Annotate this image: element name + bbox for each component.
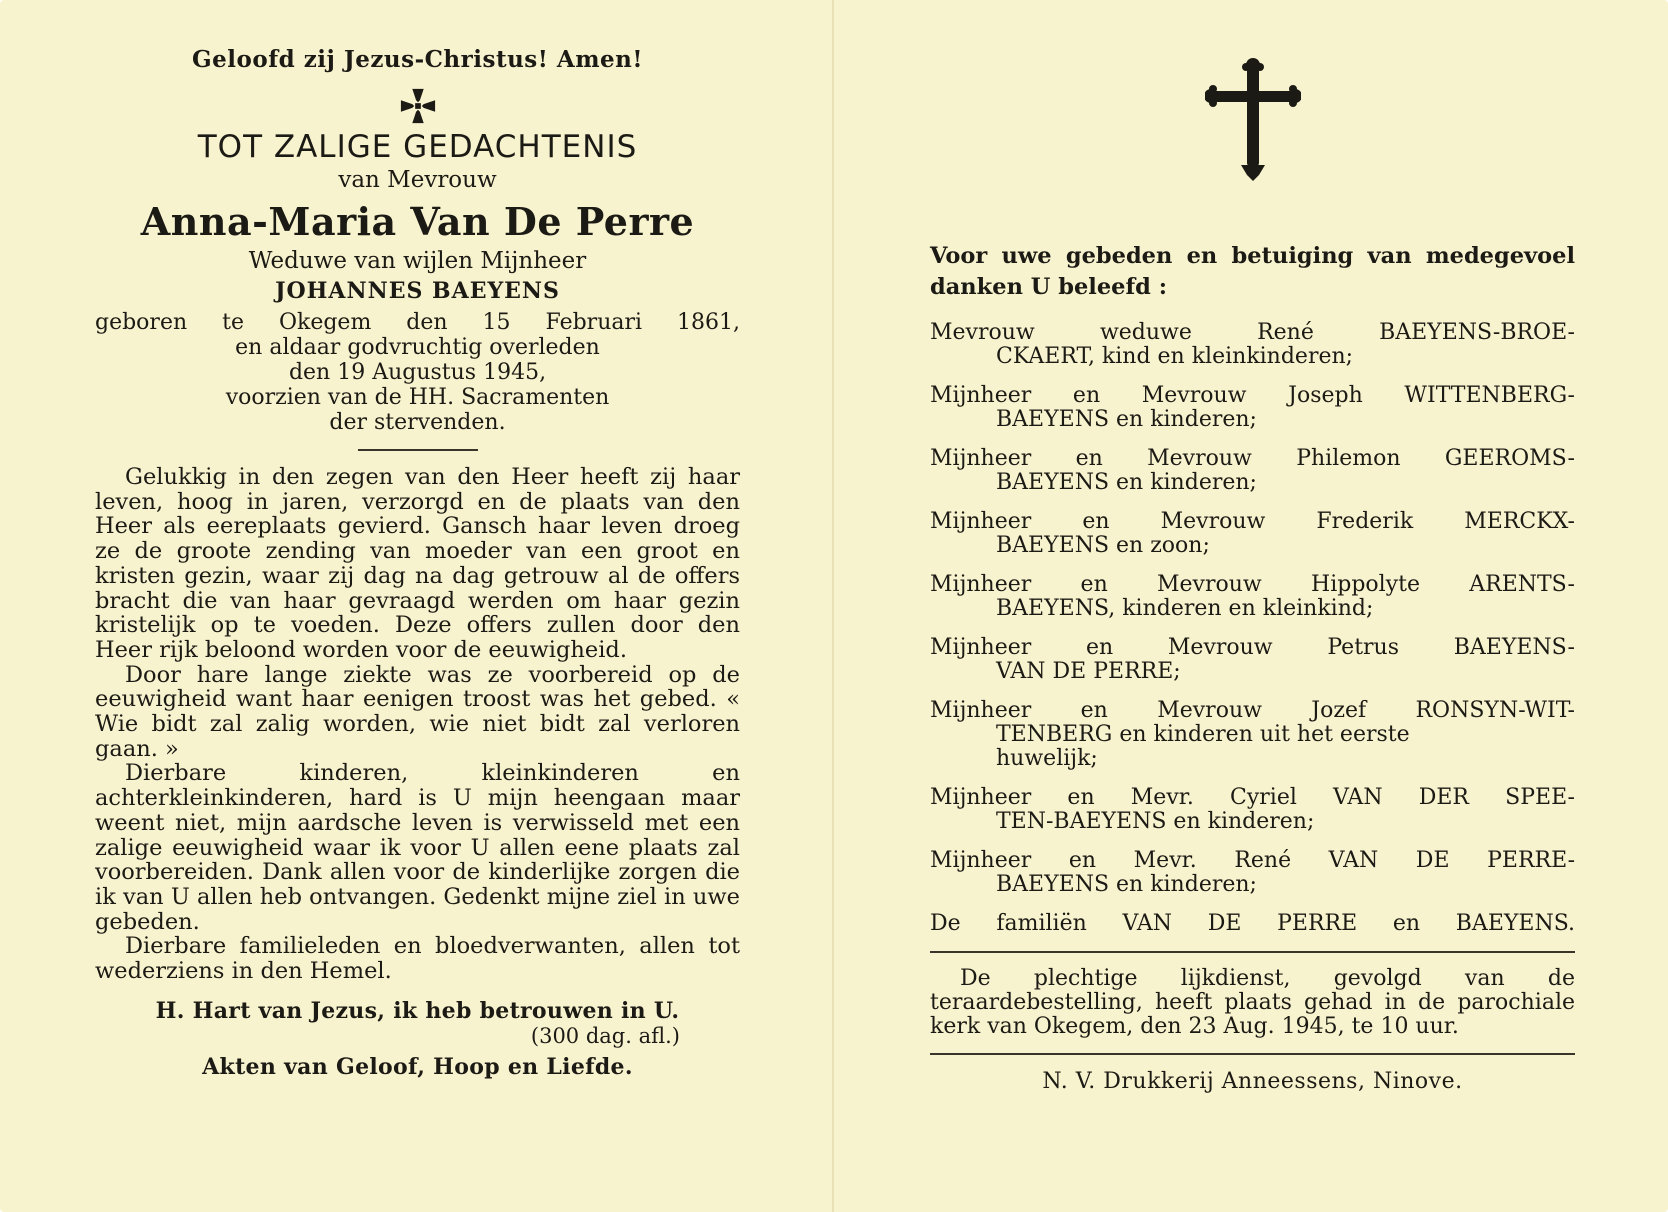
eulogy-paragraph: Dierbare familieleden en bloedverwanten, allen tot wederziens in den Hemel. [95, 933, 740, 985]
thanks-heading-line: Voor uwe gebeden en betuiging van medegevoel [930, 243, 1575, 269]
mourner-entry [930, 384, 1575, 432]
mourner-line: Mevrouw weduwe René BAEYENS-BROE- [930, 320, 1575, 345]
funeral-service-text: De plechtige lijkdienst, gevolgd van de teraardebestelling, heeft plaats gehad in de parochiale kerk van Okegem, den 23 Aug. 1945, te 10 uur. [930, 966, 1575, 1039]
mourner-entry [930, 786, 1575, 834]
mourner-line: Mijnheer en Mevrouw Frederik MERCKX- [930, 509, 1575, 534]
mourner-entry [930, 699, 1575, 771]
eulogy-paragraph: Door hare lange ziekte was ze voorbereid op de eeuwigheid want haar eenigen troost was het gebed. « Wie bidt zal zalig worden, wie niet bidt zal verloren gaan. » [95, 661, 740, 762]
mourner-line: BAEYENS en kinderen; [996, 407, 1257, 432]
eulogy-paragraph: Dierbare kinderen, kleinkinderen en achterkleinkinderen, hard is U mijn heengaan maar weent niet, mijn aardsche leven is verwisseld met een zalige eeuwigheid waar ik voor U allen eene plaats zal voorbereiden. Dank allen voor de kinderlijke zorgen die ik van U allen heb ontvangen. Gedenkt mijne ziel in uwe gebeden. [95, 760, 740, 935]
eulogy-paragraph: Gelukkig in den zegen van den Heer heeft zij haar leven, hoog in jaren, verzorgd en de plaats van den Heer als eereplaats gevierd. Gansch haar leven droeg ze de groote zending van moeder van een groot en kristen gezin, waar zij dag na dag getrouw al de offers bracht die van haar gevraagd werden om haar gezin kristelijk op te voeden. Deze offers zullen door den Heer rijk beloond worden voor de eeuwigheid. [95, 464, 740, 663]
thanks-heading [930, 241, 1575, 303]
mourner-line: huwelijk; [996, 746, 1098, 771]
mourner-line: Mijnheer en Mevrouw Jozef RONSYN-WIT- [930, 698, 1575, 723]
mourner-line: De familiën VAN DE PERRE en BAEYENS. [930, 911, 1575, 936]
mourner-line: CKAERT, kind en kleinkinderen; [996, 344, 1354, 369]
mourner-line: Mijnheer en Mevrouw Petrus BAEYENS- [930, 635, 1575, 660]
mourner-entry [930, 510, 1575, 558]
divider [930, 1053, 1575, 1055]
widow-of-line: Weduwe van wijlen Mijnheer [248, 248, 587, 274]
mourner-line: TEN-BAEYENS en kinderen; [996, 809, 1315, 834]
divider [358, 449, 478, 451]
mourner-line: BAEYENS, kinderen en kleinkind; [996, 596, 1374, 621]
death-line: der stervenden. [329, 410, 506, 435]
mourner-line: TENBERG en kinderen uit het eerste [996, 722, 1410, 747]
death-line: en aldaar godvruchtig overleden [235, 335, 600, 360]
left-page [95, 40, 740, 1080]
thanks-heading-line: danken U beleefd : [930, 274, 1167, 300]
mourner-entry [930, 447, 1575, 495]
mourner-line: Mijnheer en Mevr. Cyriel VAN DER SPEE- [930, 785, 1575, 810]
mourner-entry [930, 636, 1575, 684]
of-mrs-line: van Mevrouw [338, 167, 497, 193]
card-fold [832, 0, 834, 1212]
prayer-line: H. Hart van Jezus, ik heb betrouwen in U. [155, 997, 680, 1024]
invocation: Geloofd zij Jezus-Christus! Amen! [192, 46, 643, 73]
printer-line: N. V. Drukkerij Anneessens, Ninove. [1042, 1069, 1463, 1094]
right-page [930, 55, 1575, 1094]
mourner-entry [930, 849, 1575, 897]
birth-line: geboren te Okegem den 15 Februari 1861, [95, 310, 740, 335]
death-line: den 19 Augustus 1945, [288, 360, 547, 385]
mourner-entry [930, 912, 1575, 936]
mourner-line: Mijnheer en Mevrouw Joseph WITTENBERG- [930, 383, 1575, 408]
ornate-cross-icon [1205, 55, 1301, 181]
mourner-line: Mijnheer en Mevr. René VAN DE PERRE- [930, 848, 1575, 873]
mourner-line: BAEYENS en zoon; [996, 533, 1210, 558]
acts-line: Akten van Geloof, Hoop en Liefde. [202, 1053, 633, 1080]
mourner-line: Mijnheer en Mevrouw Philemon GEEROMS- [930, 446, 1575, 471]
mourner-entry [930, 573, 1575, 621]
indulgence-note: (300 dag. afl.) [530, 1023, 680, 1048]
maltese-cross-icon [399, 87, 437, 125]
memory-title: TOT ZALIGE GEDACHTENIS [197, 129, 638, 165]
mourner-line: BAEYENS en kinderen; [996, 470, 1257, 495]
divider [930, 951, 1575, 953]
mourner-line: Mijnheer en Mevrouw Hippolyte ARENTS- [930, 572, 1575, 597]
deceased-name: Anna-Maria Van De Perre [140, 199, 695, 244]
mourner-line: BAEYENS en kinderen; [996, 872, 1257, 897]
mourner-entry [930, 321, 1575, 369]
husband-name: JOHANNES BAEYENS [275, 278, 560, 304]
mourner-line: VAN DE PERRE; [996, 659, 1181, 684]
death-line: voorzien van de HH. Sacramenten [225, 385, 610, 410]
eulogy-text [95, 465, 740, 984]
